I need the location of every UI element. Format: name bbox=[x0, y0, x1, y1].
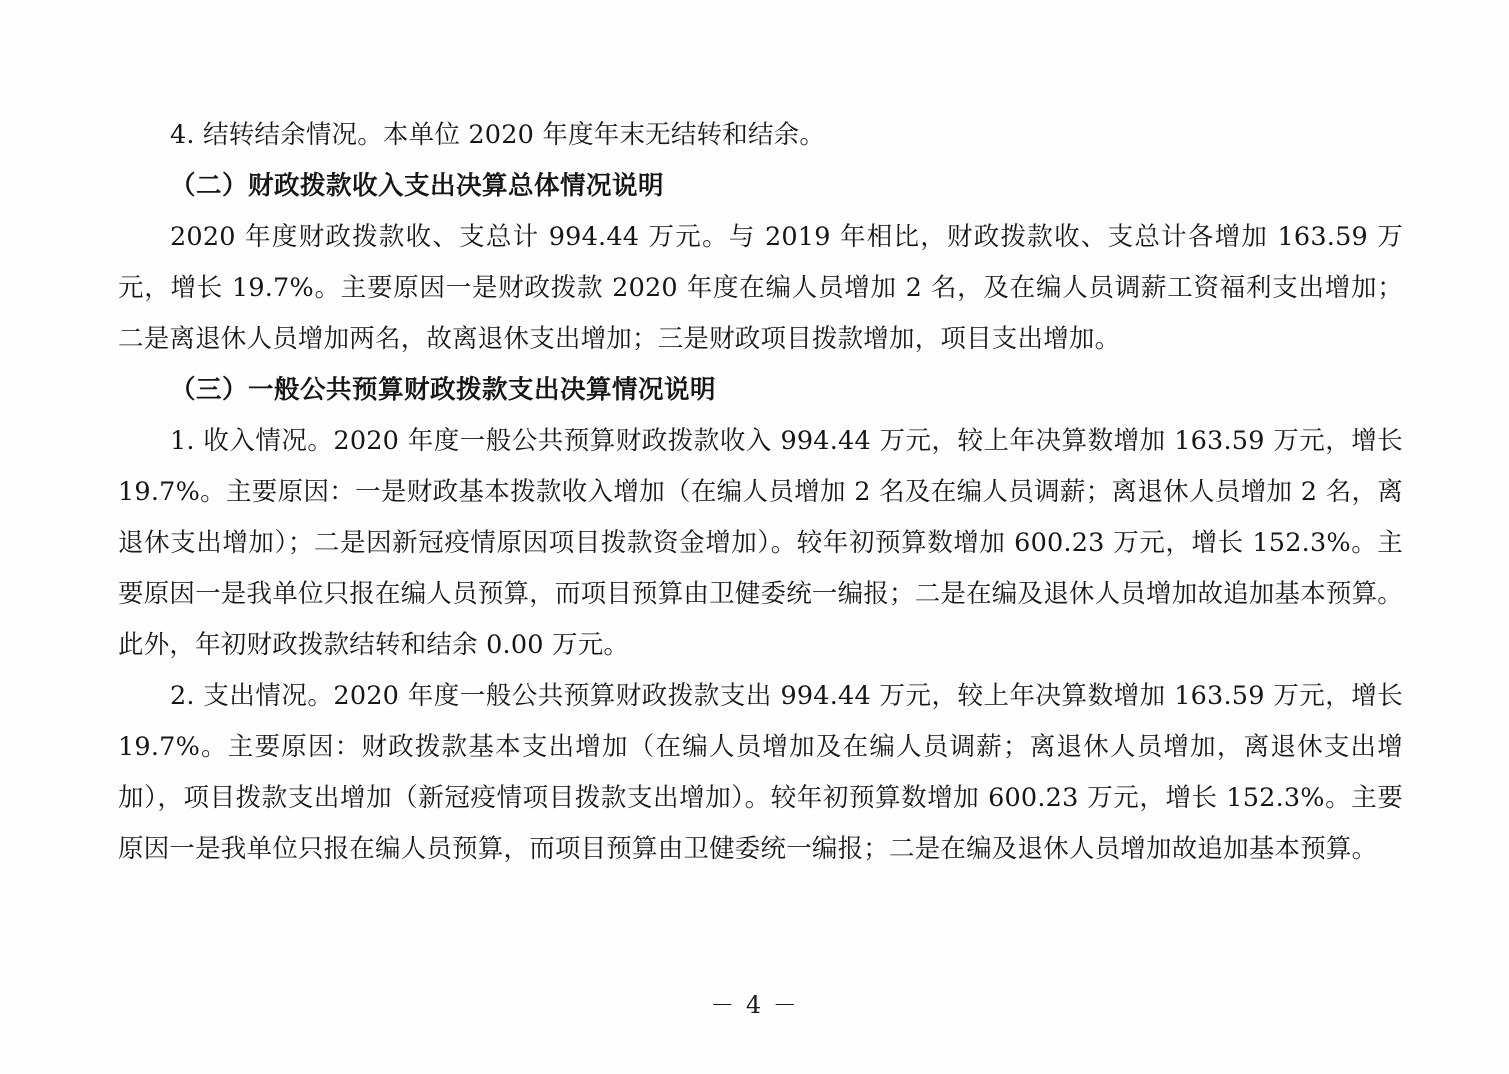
heading-section-two: （二）财政拨款收入支出决算总体情况说明 bbox=[170, 171, 665, 201]
paragraph-carryover: 4. 结转结余情况。本单位 2020 年度年末无结转和结余。 bbox=[170, 120, 826, 150]
paragraph-income: 1. 收入情况。2020 年度一般公共预算财政拨款收入 994.44 万元，较上年决算数增加 163.59 万元，增长 19.7%。主要原因：一是财政基本拨款收入增加（在编人员增加 2 名及在编人员调薪；离退休人员增加 2 名，离退休支出增加）；二是因新冠疫情原因项目拨款资金增加）。较年初预算数增加 600.23 万元，增长 152.3%。主要原因一是我单位只报在编人员预算，而项目预算由卫健委统一编报；二是在编及退休人员增加故追加基本预算。此外，年初财政拨款结转和结余 0.00 万元。 bbox=[118, 426, 1404, 660]
heading-section-three: （三）一般公共预算财政拨款支出决算情况说明 bbox=[170, 375, 717, 405]
paragraph-expenditure: 2. 支出情况。2020 年度一般公共预算财政拨款支出 994.44 万元，较上年决算数增加 163.59 万元，增长 19.7%。主要原因：财政拨款基本支出增加（在编人员增加及在编人员调薪；离退休人员增加，离退休支出增加），项目拨款支出增加（新冠疫情项目拨款支出增加）。较年初预算数增加 600.23 万元，增长 152.3%。主要原因一是我单位只报在编人员预算，而项目预算由卫健委统一编报；二是在编及退休人员增加故追加基本预算。 bbox=[118, 681, 1403, 864]
page-number-footer: － 4 － bbox=[710, 991, 799, 1019]
document-body bbox=[118, 110, 1403, 875]
paragraph-section-two-body: 2020 年度财政拨款收、支总计 994.44 万元。与 2019 年相比，财政拨款收、支总计各增加 163.59 万元，增长 19.7%。主要原因一是财政拨款 2020 年度在编人员增加 2 名，及在编人员调薪工资福利支出增加；二是离退休人员增加两名，故离退休支出增加；三是财政项目拨款增加，项目支出增加。 bbox=[118, 222, 1403, 354]
